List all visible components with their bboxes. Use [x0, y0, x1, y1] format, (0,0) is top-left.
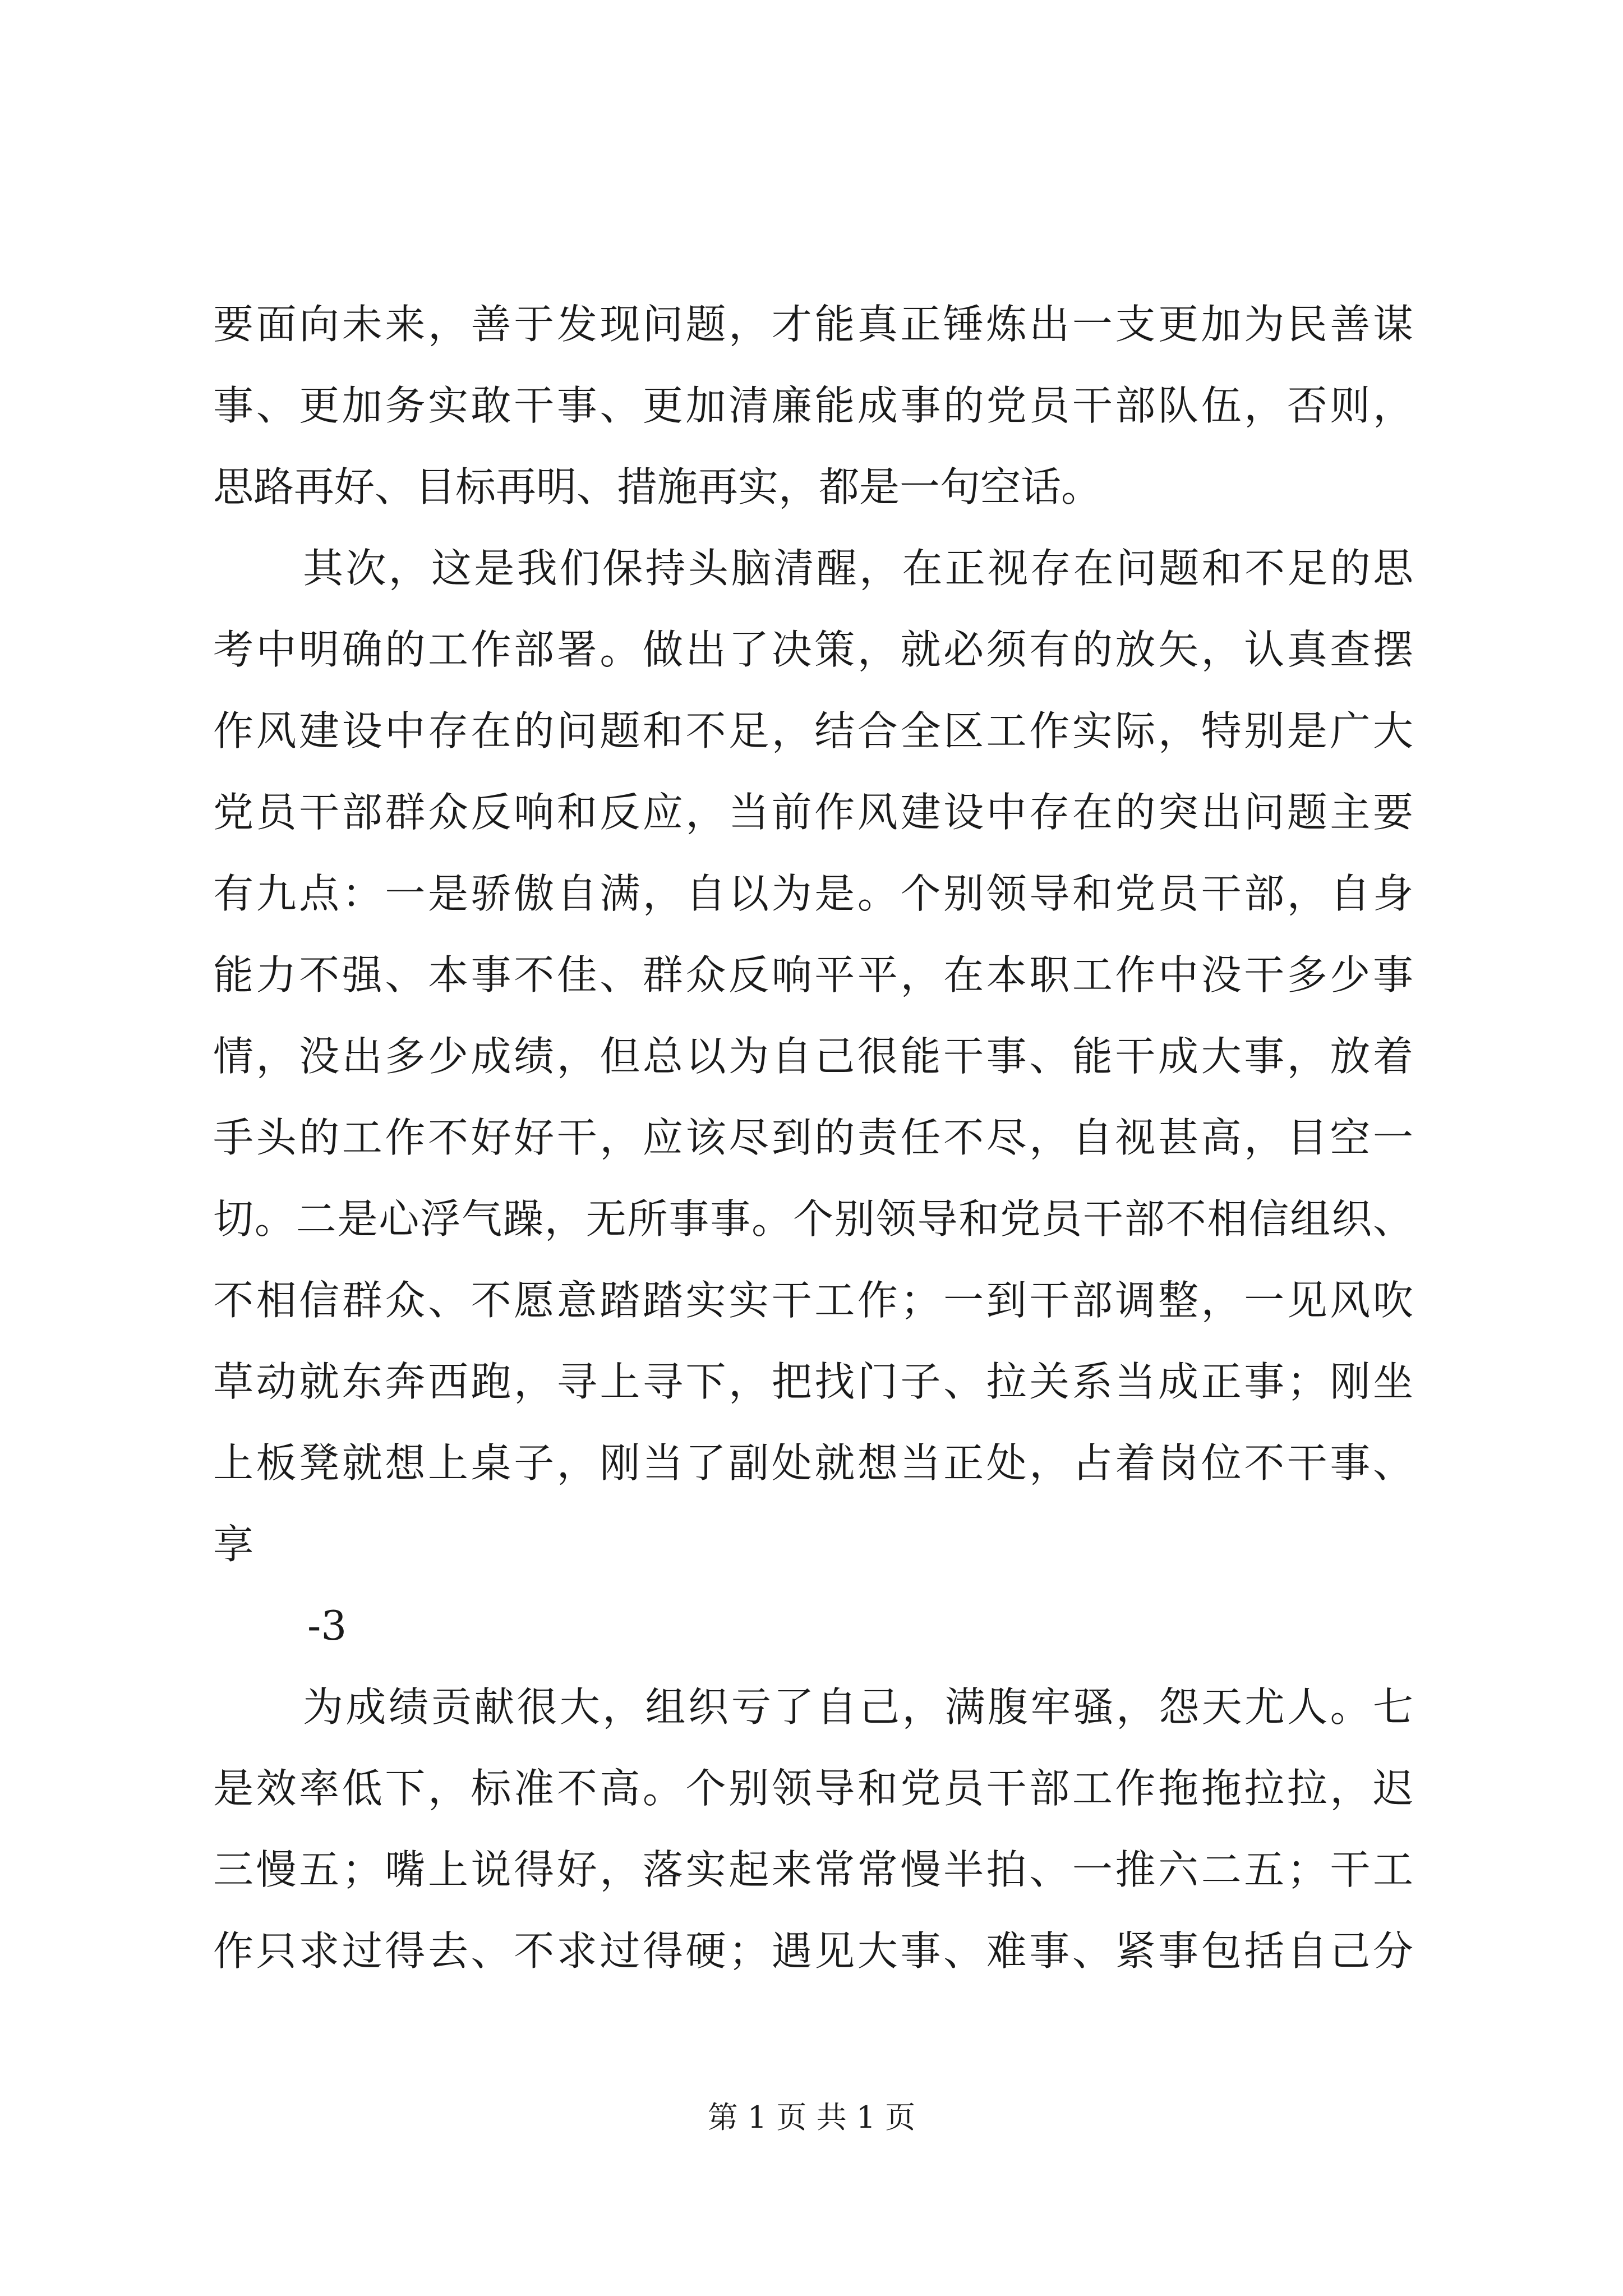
text-line: 情，没出多少成绩，但总以为自己很能干事、能干成大事，放着 — [213, 1033, 1413, 1080]
text-line: 能力不强、本事不佳、群众反响平平，在本职工作中没干多少事 — [213, 951, 1413, 999]
text-line: 手头的工作不好好干，应该尽到的责任不尽，自视甚高，目空一 — [213, 1114, 1413, 1161]
text-line: 切。二是心浮气躁，无所事事。个别领导和党员干部不相信组织、 — [213, 1195, 1413, 1243]
text-line: 有九点：一是骄傲自满，自以为是。个别领导和党员干部，自身 — [213, 870, 1413, 917]
text-line: 党员干部群众反响和反应，当前作风建设中存在的突出问题主要 — [213, 789, 1413, 836]
text-line: 作风建设中存在的问题和不足，结合全区工作实际，特别是广大 — [213, 707, 1413, 754]
page-footer: 第 1 页 共 1 页 — [707, 2100, 916, 2135]
text-line: 思路再好、目标再明、措施再实，都是一句空话。 — [213, 463, 1102, 510]
text-line: 要面向未来，善于发现问题，才能真正锤炼出一支更加为民善谋 — [213, 301, 1413, 348]
page-number-marker: -3 — [307, 1602, 347, 1649]
text-line: 是效率低下，标准不高。个别领导和党员干部工作拖拖拉拉，迟 — [213, 1765, 1413, 1812]
text-line: 考中明确的工作部署。做出了决策，就必须有的放矢，认真查摆 — [213, 626, 1413, 673]
text-line: 草动就东奔西跑，寻上寻下，把找门子、拉关系当成正事；刚坐 — [213, 1358, 1413, 1405]
text-line: 享 — [213, 1521, 254, 1568]
text-line: 其次，这是我们保持头脑清醒，在正视存在问题和不足的思 — [303, 545, 1413, 592]
text-line: 上板凳就想上桌子，刚当了副处就想当正处，占着岗位不干事、 — [213, 1439, 1413, 1487]
text-line: 作只求过得去、不求过得硬；遇见大事、难事、紧事包括自己分 — [213, 1927, 1413, 1975]
text-line: 三慢五；嘴上说得好，落实起来常常慢半拍、一推六二五；干工 — [213, 1846, 1413, 1893]
text-line: 不相信群众、不愿意踏踏实实干工作；一到干部调整，一见风吹 — [213, 1277, 1413, 1324]
text-line: 为成绩贡献很大，组织亏了自己，满腹牢骚，怨天尤人。七 — [303, 1683, 1413, 1731]
text-line: 事、更加务实敢干事、更加清廉能成事的党员干部队伍，否则， — [213, 382, 1413, 429]
